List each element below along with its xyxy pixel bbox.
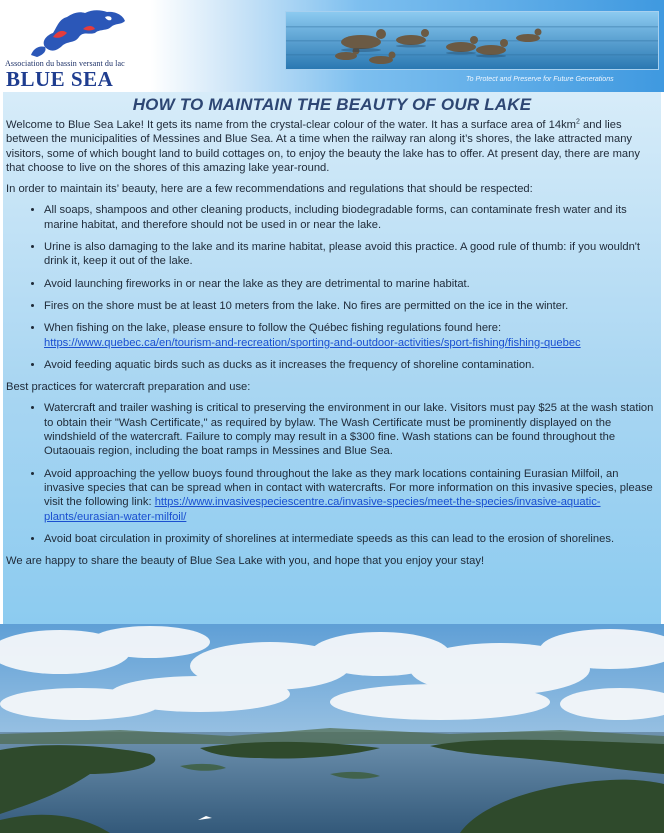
list-item: • All soaps, shampoos and other cleaning products, including biodegradable forms, can contaminate fresh water and its marine habitat, and therefore should not be used in or near the lake. [44,203,656,232]
lake-photo [0,624,664,833]
intro-paragraph [6,118,656,175]
list-item: • Fires on the shore must be at least 10 meters from the lake. No fires are permitted on the ice in the winter. [44,299,656,313]
list-item: • Urine is also damaging to the lake and its marine habitat, please avoid this practice. A good rule of thumb: if you wouldn't drink it, keep it out of the lake. [44,240,656,269]
page-title: HOW TO MAINTAIN THE BEAUTY OF OUR LAKE [132,95,532,114]
body-text [6,118,656,575]
list-item [44,467,656,524]
content-panel [3,92,661,624]
fishing-text: When fishing on the lake, please ensure to follow the Québec fishing regulations found here: [44,322,502,335]
association-line: Association du bassin versant du lac [5,59,125,68]
list-item: • Avoid feeding aquatic birds such as ducks as it increases the frequency of shoreline contamination. [44,358,656,372]
tagline: To Protect and Preserve for Future Generations [466,76,614,83]
recommendations-list [6,203,656,372]
intro-text-continued: and lies between the municipalities of Messines and Blue Sea. At a time when the railway ran along it’s shores, the lake attracted many visitors, some of which bought land to build cottages on, to enjoy the beauty the lake has to offer. At present day, there are many that choose to live on the shores of this amazing lake year-round. [6,119,640,174]
watercraft-intro: Best practices for watercraft preparation and use: [6,381,251,394]
closing-paragraph: We are happy to share the beauty of Blue Sea Lake with you, and hope that you enjoy your stay! [6,555,485,568]
buoys-text: Avoid approaching the yellow buoys found throughout the lake as they mark locations containing Eurasian Milfoil, an invasive species that can be spread when in contact with watercrafts. For more information on this invasive species, please visit the following link: [44,467,653,509]
recommendations-intro: In order to maintain its’ beauty, here are a few recommendations and regulations that should be respected: [6,183,533,196]
ducks-photo [285,11,659,70]
watercraft-list [6,401,656,546]
ducks-image [286,12,658,69]
intro-text: Welcome to Blue Sea Lake! It gets its name from the crystal-clear colour of the water. It has a surface area of 14km [6,119,576,131]
lake-landscape-image [0,624,664,833]
organization-name: BLUE SEA [6,67,114,91]
list-item [44,321,656,350]
list-item: • Avoid launching fireworks in or near the lake as they are detrimental to marine habitat. [44,277,656,291]
lake-map-logo-icon [23,7,128,59]
blue-sea-logo [5,5,145,89]
list-item: • Watercraft and trailer washing is critical to preserving the environment in our lake. Visitors must pay $25 at the wash station to obtain their "Wash Certificate," as required by bylaw. The Wash Certificate must be prominently displayed on the windshield of the watercraft. Failure to comply may result in a $300 fine. Wash stations can be found throughout the Outaouais region, including the boat ramps in Messines and Blue Sea. [44,401,656,458]
page-header [0,0,664,92]
superscript: 2 [576,118,580,126]
list-item: • Avoid boat circulation in proximity of shorelines at intermediate speeds as this can lead to the erosion of shorelines. [44,532,656,546]
milfoil-info-link[interactable]: https://www.invasivespeciescentre.ca/invasive-species/meet-the-species/invasive-aquatic-plants/eurasian-water-milfoil/ [44,496,601,523]
fishing-regulations-link[interactable]: https://www.quebec.ca/en/tourism-and-recreation/sporting-and-outdoor-activities/sport-fishing/fishing-quebec [44,336,581,349]
